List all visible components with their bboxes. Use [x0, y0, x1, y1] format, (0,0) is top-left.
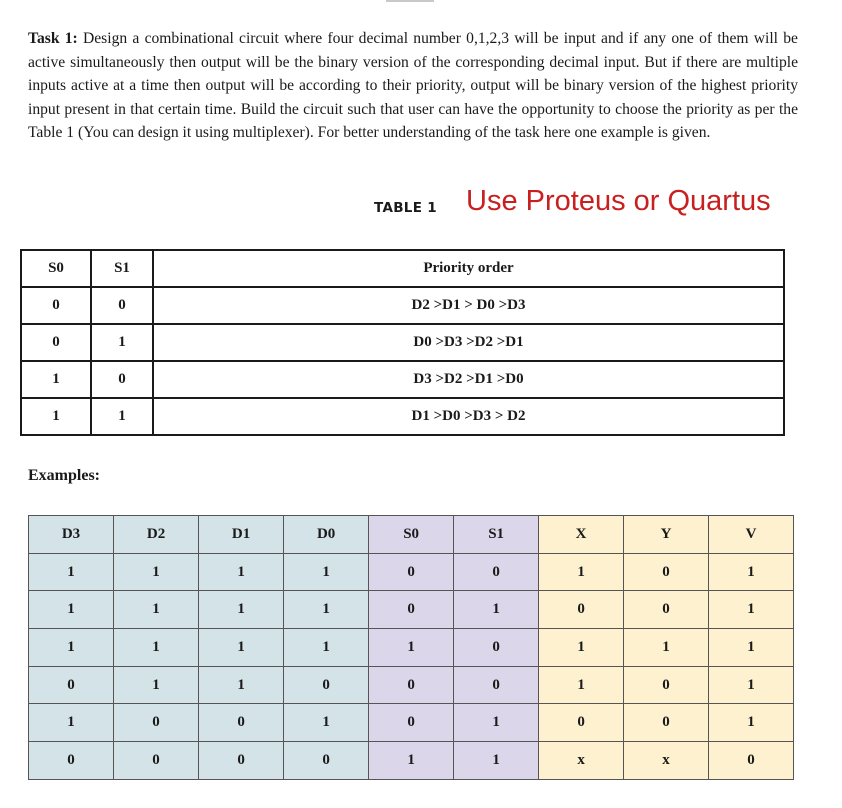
- header-x: X: [539, 516, 624, 554]
- cell-v: 1: [708, 704, 793, 742]
- cell-y: 0: [624, 591, 709, 629]
- header-y: Y: [624, 516, 709, 554]
- cell-s0: 1: [369, 629, 454, 667]
- cell-d2: 0: [114, 704, 199, 742]
- priority-row: [21, 324, 784, 361]
- task-heading: Task 1:: [28, 30, 78, 47]
- cell-v: 1: [708, 553, 793, 591]
- cell-priority: D0 >D3 >D2 >D1: [153, 324, 784, 361]
- task-body: Design a combinational circuit where four decimal number 0,1,2,3 will be input and if any one of them will be active simultaneously then output will be the binary version of the corresponding decimal input. But if there are multiple inputs active at a time then output will be according to their priority, output will be binary version of the highest priority input present in that certain time. Build the circuit such that user can have the opportunity to choose the priority as per the Table 1 (You can design it using multiplexer). For better understanding of the task here one example is given.: [28, 30, 798, 141]
- header-d3: D3: [29, 516, 114, 554]
- cell-s0: 0: [369, 666, 454, 704]
- cell-s0: 0: [369, 704, 454, 742]
- cell-s1: 0: [91, 361, 153, 398]
- header-d1: D1: [199, 516, 284, 554]
- cell-v: 1: [708, 629, 793, 667]
- cell-s0: 0: [369, 591, 454, 629]
- cell-x: 0: [539, 591, 624, 629]
- header-s1: S1: [454, 516, 539, 554]
- cell-v: 0: [708, 742, 793, 780]
- cell-d1: 0: [199, 742, 284, 780]
- cell-s0: 1: [369, 742, 454, 780]
- cell-x: x: [539, 742, 624, 780]
- cell-s1: 1: [454, 591, 539, 629]
- cell-s0: 0: [369, 553, 454, 591]
- header-d0: D0: [284, 516, 369, 554]
- header-priority-order: Priority order: [153, 250, 784, 287]
- examples-row: [29, 704, 794, 742]
- cell-d3: 0: [29, 742, 114, 780]
- cell-s1: 1: [454, 742, 539, 780]
- cell-d3: 0: [29, 666, 114, 704]
- priority-table: [20, 249, 785, 436]
- cell-s1: 0: [454, 666, 539, 704]
- cell-x: 1: [539, 553, 624, 591]
- cell-d3: 1: [29, 629, 114, 667]
- cell-d2: 1: [114, 591, 199, 629]
- task-description: [28, 27, 798, 145]
- header-s1: S1: [91, 250, 153, 287]
- table-1-caption: TABLE 1: [374, 200, 437, 216]
- cell-priority: D1 >D0 >D3 > D2: [153, 398, 784, 435]
- cell-s1: 1: [454, 704, 539, 742]
- cell-d1: 0: [199, 704, 284, 742]
- header-s0: S0: [369, 516, 454, 554]
- cell-v: 1: [708, 666, 793, 704]
- priority-row: [21, 361, 784, 398]
- header-d2: D2: [114, 516, 199, 554]
- cell-s0: 0: [21, 324, 91, 361]
- priority-header-row: [21, 250, 784, 287]
- cell-s1: 0: [454, 629, 539, 667]
- cell-s1: 1: [91, 398, 153, 435]
- cell-d0: 1: [284, 704, 369, 742]
- header-v: V: [708, 516, 793, 554]
- examples-row: [29, 591, 794, 629]
- cell-s0: 1: [21, 361, 91, 398]
- cell-y: 0: [624, 704, 709, 742]
- cell-d3: 1: [29, 591, 114, 629]
- cell-d1: 1: [199, 591, 284, 629]
- priority-row: [21, 398, 784, 435]
- cell-v: 1: [708, 591, 793, 629]
- cell-priority: D3 >D2 >D1 >D0: [153, 361, 784, 398]
- cell-x: 1: [539, 666, 624, 704]
- cell-d1: 1: [199, 553, 284, 591]
- cell-x: 0: [539, 704, 624, 742]
- cell-d0: 0: [284, 666, 369, 704]
- examples-row: [29, 553, 794, 591]
- cell-s1: 0: [454, 553, 539, 591]
- cell-d1: 1: [199, 629, 284, 667]
- priority-row: [21, 287, 784, 324]
- cell-s1: 0: [91, 287, 153, 324]
- cell-d0: 1: [284, 629, 369, 667]
- cell-y: 1: [624, 629, 709, 667]
- header-s0: S0: [21, 250, 91, 287]
- cell-d2: 1: [114, 629, 199, 667]
- examples-row: [29, 629, 794, 667]
- cell-y: 0: [624, 666, 709, 704]
- examples-row: [29, 742, 794, 780]
- cell-d0: 0: [284, 742, 369, 780]
- cell-s0: 1: [21, 398, 91, 435]
- examples-header-row: [29, 516, 794, 554]
- cell-s0: 0: [21, 287, 91, 324]
- examples-heading: Examples:: [28, 467, 100, 484]
- cell-y: x: [624, 742, 709, 780]
- cell-d0: 1: [284, 553, 369, 591]
- cell-d3: 1: [29, 553, 114, 591]
- cell-d2: 1: [114, 666, 199, 704]
- cell-s1: 1: [91, 324, 153, 361]
- cell-d2: 1: [114, 553, 199, 591]
- cell-x: 1: [539, 629, 624, 667]
- examples-table: [28, 515, 794, 780]
- cell-d0: 1: [284, 591, 369, 629]
- examples-row: [29, 666, 794, 704]
- cell-d3: 1: [29, 704, 114, 742]
- tool-note: Use Proteus or Quartus: [466, 185, 771, 217]
- cell-d1: 1: [199, 666, 284, 704]
- cell-d2: 0: [114, 742, 199, 780]
- cell-y: 0: [624, 553, 709, 591]
- top-divider: [386, 0, 434, 2]
- cell-priority: D2 >D1 > D0 >D3: [153, 287, 784, 324]
